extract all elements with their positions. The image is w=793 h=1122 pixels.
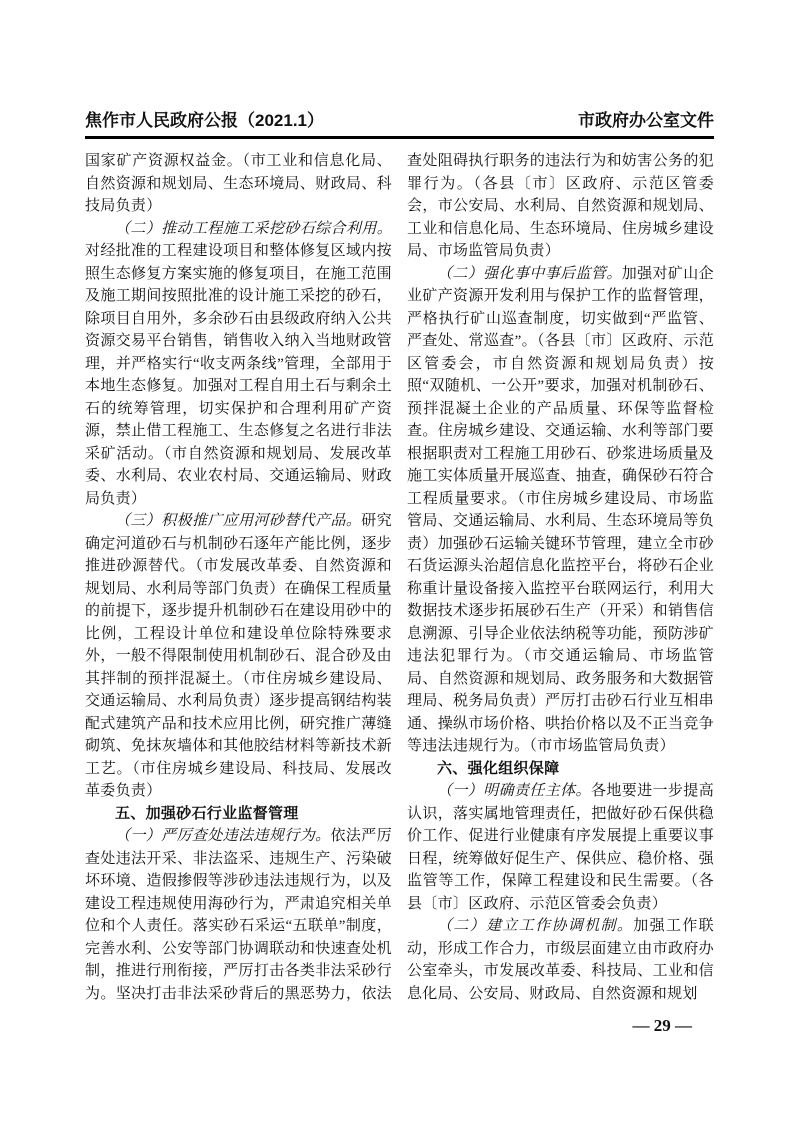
paragraph: （一）严厉查处违法违规行为。依法严厉查处违法开采、非法盗采、违规生产、污染破坏环境、造假掺假等涉砂违法违规行为，以及建设工程违规使用海砂行为，严肃追究相关单位和个人责任。落实砂石采运“五联单”制度，完善水利、公安等部门协调联动和快速查处机制，推进行刑衔接，严厉打击各类非法采砂行为。坚决打击非法采砂背后的黑恶势力，依法查处阻碍执行职务的违法行为和妨害公务的犯罪行为。（各县〔市〕区政府、示范区管委会，市公安局、水利局、自然资源和规划局、工业和信息化局、生态环境局、住房城乡建设局、市场监管局负责） — [85, 153, 714, 1002]
paragraph-lead: （二）建立工作协调机制。 — [437, 918, 634, 934]
paragraph: （二）推动工程施工采挖砂石综合利用。对经批准的工程建设项目和整体修复区域内按照生态修复方案实施的修复项目，在施工范围及施工期间按照批准的设计施工采挖的砂石，除项目自用外，多余砂石由县级政府纳入公共资源交易平台销售，销售收入纳入当地财政管理，并严格实行“收支两条线”管理，全部用于本地生态修复。加强对工程自用土石与剩余土石的统筹管理，切实保护和合理利用矿产资源，禁止借工程施工、生态修复之名进行非法采矿活动。（市自然资源和规划局、发展改革委、水利局、农业农村局、交通运输局、财政局负责） — [85, 220, 392, 507]
section-heading: 五、加强砂石行业监督管理 — [115, 804, 299, 822]
gazette-title: 焦作市人民政府公报（2021.1） — [85, 111, 324, 130]
paragraph: （二）建立工作协调机制。加强工作联动，形成工作合力，市级层面建立由市政府办公室牵头，市发展改革委、科技局、工业和信息化局、公安局、财政局、自然资源和规划 — [407, 918, 714, 1002]
paragraph-lead: （三）积极推广应用河砂替代产品。 — [115, 513, 362, 529]
paragraph-lead: （一）严厉查处违法违规行为。 — [115, 828, 331, 844]
paragraph-lead: （一）明确责任主体。 — [437, 783, 591, 799]
paragraph-lead: （二）推动工程施工采挖砂石综合利用。 — [115, 220, 392, 237]
page-footer — [85, 1016, 714, 1036]
page-header — [85, 106, 714, 131]
paragraph: （二）强化事中事后监管。加强对矿山企业矿产资源开发利用与保护工作的监督管理，严格执行矿山巡查制度，切实做到“严监管、严查处、常巡查”。（各县〔市〕区政府、示范区管委会，市自然资源和规划局负责）按照“双随机、一公开”要求，加强对机制砂石、预拌混凝土企业的产品质量、环保等监督检查。住房城乡建设、交通运输、水利等部门要根据职责对工程施工用砂石、砂浆进场质量及施工实体质量开展巡查、抽查，确保砂石符合工程质量要求。（市住房城乡建设局、市场监管局、交通运输局、水利局、生态环境局等负责）加强砂石运输关键环节管理，建立全市砂石货运源头治超信息化监控平台，将砂石企业称重计量设备接入监控平台联网运行，利用大数据技术逐步拓展砂石生产（开采）和销售信息溯源、引导企业依法纳税等功能，预防涉矿违法犯罪行为。（市交通运输局、市场监管局、自然资源和规划局、政务服务和大数据管理局、税务局负责）严厉打击砂石行业互相串通、操纵市场价格、哄抬价格以及不正当竞争等违法违规行为。（市市场监管局负责） — [407, 265, 714, 754]
paragraph-lead: （二）强化事中事后监管。 — [437, 265, 622, 282]
document-body — [85, 150, 714, 1007]
header-divider — [85, 136, 714, 139]
section-heading: 六、强化组织保障 — [437, 759, 560, 777]
document-category-label: 市政府办公室文件 — [578, 111, 714, 130]
page-number: — 29 — — [632, 1016, 692, 1035]
continuation-paragraph: 国家矿产资源权益金。（市工业和信息化局、自然资源和规划局、生态环境局、财政局、科技局负责） — [85, 153, 392, 214]
paragraph: （三）积极推广应用河砂替代产品。研究确定河道砂石与机制砂石逐年产能比例，逐步推进砂源替代。（市发展改革委、自然资源和规划局、水利局等部门负责）在确保工程质量的前提下，逐步提升机制砂石在建设用砂中的比例，工程设计单位和建设单位除特殊要求外，一般不得限制使用机制砂石、混合砂及由其拌制的预拌混凝土。（市住房城乡建设局、交通运输局、水利局负责）逐步提高钢结构装配式建筑产品和技术应用比例，研究推广薄缝砌筑、免抹灰墙体和其他胶结材料等新技术新工艺。（市住房城乡建设局、科技局、发展改革委负责） — [85, 513, 392, 799]
paragraph: （一）明确责任主体。各地要进一步提高认识，落实属地管理责任，把做好砂石保供稳价工作、促进行业健康有序发展提上重要议事日程，统筹做好促生产、保供应、稳价格、强监管等工作，保障工程建设和民生需要。（各县〔市〕区政府、示范区管委会负责） — [407, 783, 714, 912]
